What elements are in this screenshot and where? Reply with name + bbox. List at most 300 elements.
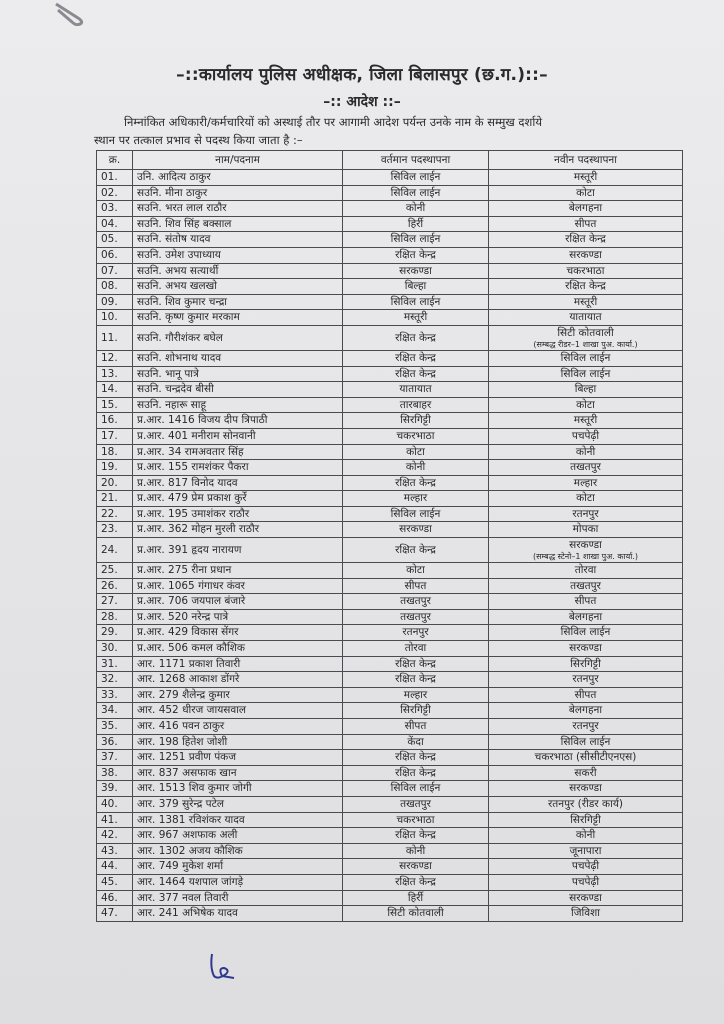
table-row bbox=[97, 750, 683, 766]
cell-current-posting-text: रक्षित केन्द्र bbox=[395, 829, 436, 842]
cell-serial-text: 26. bbox=[101, 579, 118, 592]
cell-name-text: आर. 1381 रविशंकर यादव bbox=[137, 813, 245, 826]
cell-current-posting-text: हिर्री bbox=[407, 217, 424, 230]
cell-name-text: आर. 198 हितेश जोशी bbox=[137, 735, 228, 748]
cell-current-posting-text: केंदा bbox=[407, 735, 424, 748]
cell-name bbox=[133, 719, 343, 735]
cell-new-posting-text: मस्तूरी bbox=[573, 414, 598, 427]
cell-name-text: सउनि. संतोष यादव bbox=[137, 233, 211, 246]
cell-serial-text: 41. bbox=[101, 813, 118, 826]
page-title: –::कार्यालय पुलिस अधीक्षक, जिला बिलासपुर (छ.ग.)::– bbox=[176, 65, 548, 85]
cell-new-posting-text: सिरगिट्टी bbox=[570, 813, 601, 826]
cell-name bbox=[133, 310, 343, 326]
cell-name-text: आर. 1513 शिव कुमार जोगी bbox=[137, 782, 252, 795]
cell-new-posting-text: पचपेढ़ी bbox=[571, 429, 600, 442]
cell-name bbox=[133, 765, 343, 781]
cell-serial bbox=[97, 460, 133, 476]
cell-serial-text: 05. bbox=[101, 233, 118, 246]
cell-serial-text: 27. bbox=[101, 595, 118, 608]
cell-new-posting-text: रक्षित केन्द्र bbox=[565, 233, 606, 246]
cell-name bbox=[133, 366, 343, 382]
cell-name bbox=[133, 812, 343, 828]
cell-serial bbox=[97, 563, 133, 579]
table-row bbox=[97, 734, 683, 750]
table-row bbox=[97, 382, 683, 398]
cell-name bbox=[133, 444, 343, 460]
cell-new-posting-text: बेलगहना bbox=[568, 610, 603, 623]
cell-current-posting-text: रक्षित केन्द्र bbox=[395, 673, 436, 686]
cell-current-posting bbox=[343, 279, 489, 295]
cell-new-posting bbox=[489, 294, 683, 310]
cell-serial-text: 20. bbox=[101, 476, 118, 489]
cell-name bbox=[133, 428, 343, 444]
cell-new-posting bbox=[489, 796, 683, 812]
cell-new-posting bbox=[489, 687, 683, 703]
cell-current-posting bbox=[343, 428, 489, 444]
cell-new-posting bbox=[489, 247, 683, 263]
cell-current-posting-text: रतनपुर bbox=[402, 626, 429, 639]
cell-current-posting-text: हिर्री bbox=[407, 891, 424, 904]
cell-name bbox=[133, 413, 343, 429]
cell-name-text: प्र.आर. 275 रीना प्रधान bbox=[137, 564, 232, 577]
cell-current-posting-text: चकरभाठा bbox=[396, 813, 435, 826]
cell-current-posting-text: सिटी कोतवाली bbox=[387, 907, 444, 920]
cell-current-posting-text: मस्तूरी bbox=[403, 311, 428, 324]
cell-new-posting-text: मल्हार bbox=[573, 476, 598, 489]
cell-current-posting-text: रक्षित केन्द्र bbox=[395, 766, 436, 779]
cell-new-posting bbox=[489, 859, 683, 875]
cell-current-posting-text: सिविल लाईन bbox=[390, 507, 441, 520]
cell-name-text: प्र.आर. 520 नरेन्द्र पात्रे bbox=[137, 610, 229, 623]
cell-serial-text: 12. bbox=[101, 351, 118, 364]
cell-name bbox=[133, 906, 343, 922]
cell-serial bbox=[97, 325, 133, 350]
cell-current-posting bbox=[343, 796, 489, 812]
table-row bbox=[97, 491, 683, 507]
cell-new-posting-text: रक्षित केन्द्र bbox=[565, 280, 606, 293]
cell-new-posting bbox=[489, 201, 683, 217]
cell-current-posting bbox=[343, 563, 489, 579]
cell-new-posting-text: कोनी bbox=[575, 829, 596, 842]
table-row bbox=[97, 656, 683, 672]
cell-new-posting-text: पचपेढ़ी bbox=[571, 875, 600, 888]
table-row bbox=[97, 444, 683, 460]
table-row bbox=[97, 247, 683, 263]
cell-serial-text: 14. bbox=[101, 383, 118, 396]
cell-name bbox=[133, 201, 343, 217]
cell-new-posting bbox=[489, 538, 683, 563]
cell-name-text: सउनि. अभय खलखो bbox=[137, 280, 217, 293]
cell-serial-text: 36. bbox=[101, 735, 118, 748]
cell-new-posting bbox=[489, 170, 683, 186]
table-row bbox=[97, 578, 683, 594]
cell-new-posting bbox=[489, 703, 683, 719]
cell-new-posting-text: कोटा bbox=[576, 186, 595, 199]
cell-current-posting-text: सिरगिट्टी bbox=[400, 704, 431, 717]
cell-name-text: प्र.आर. 817 विनोद यादव bbox=[137, 476, 238, 489]
cell-current-posting-text: रक्षित केन्द्र bbox=[395, 351, 436, 364]
cell-current-posting-text: रक्षित केन्द्र bbox=[395, 331, 436, 344]
cell-serial-text: 46. bbox=[101, 891, 118, 904]
cell-name bbox=[133, 843, 343, 859]
cell-new-posting bbox=[489, 460, 683, 476]
cell-name-text: सउनि. गौरीशंकर बघेल bbox=[137, 331, 223, 344]
cell-serial bbox=[97, 538, 133, 563]
cell-name bbox=[133, 460, 343, 476]
cell-current-posting-text: सिविल लाईन bbox=[390, 295, 441, 308]
cell-serial bbox=[97, 294, 133, 310]
cell-new-posting-text: सरकण्डा bbox=[569, 642, 602, 655]
cell-name-text: प्र.आर. 391 हृदय नारायण bbox=[137, 544, 242, 557]
cell-serial-text: 08. bbox=[101, 280, 118, 293]
cell-current-posting bbox=[343, 609, 489, 625]
cell-current-posting bbox=[343, 247, 489, 263]
cell-name bbox=[133, 796, 343, 812]
table-row bbox=[97, 366, 683, 382]
cell-serial-text: 15. bbox=[101, 398, 118, 411]
cell-current-posting bbox=[343, 491, 489, 507]
cell-new-posting-text: रतनपुर (रीडर कार्य) bbox=[547, 797, 624, 810]
table-row bbox=[97, 828, 683, 844]
table-row bbox=[97, 781, 683, 797]
cell-current-posting bbox=[343, 859, 489, 875]
cell-name bbox=[133, 232, 343, 248]
cell-serial-text: 24. bbox=[101, 544, 118, 557]
cell-serial-text: 47. bbox=[101, 907, 118, 920]
cell-serial-text: 16. bbox=[101, 414, 118, 427]
cell-serial bbox=[97, 428, 133, 444]
cell-new-posting-text: पचपेढ़ी bbox=[571, 860, 600, 873]
cell-current-posting bbox=[343, 170, 489, 186]
cell-name bbox=[133, 734, 343, 750]
table-row bbox=[97, 522, 683, 538]
cell-new-posting-text: चकरभाठा (सीसीटीएनएस) bbox=[534, 751, 637, 764]
order-heading: –:: आदेश ::– bbox=[323, 94, 401, 110]
cell-name-text: सउनि. चन्द्रदेव बीसी bbox=[137, 383, 214, 396]
cell-new-posting bbox=[489, 906, 683, 922]
cell-current-posting bbox=[343, 656, 489, 672]
cell-current-posting bbox=[343, 765, 489, 781]
cell-name bbox=[133, 625, 343, 641]
cell-serial-text: 35. bbox=[101, 720, 118, 732]
cell-name-text: प्र.आर. 34 रामअवतार सिंह bbox=[137, 445, 244, 458]
cell-current-posting-text: सिविल लाईन bbox=[390, 171, 441, 183]
cell-serial bbox=[97, 475, 133, 491]
cell-current-posting bbox=[343, 444, 489, 460]
cell-name-text: आर. 279 शैलेन्द्र कुमार bbox=[137, 688, 230, 701]
cell-new-posting-text: कोटा bbox=[576, 398, 595, 411]
cell-name-text: आर. 1464 यशपाल जांगड़े bbox=[137, 875, 244, 888]
table-row bbox=[97, 263, 683, 279]
cell-current-posting-text: कोनी bbox=[405, 202, 426, 215]
cell-serial bbox=[97, 185, 133, 201]
cell-new-posting-text: जिविशा bbox=[571, 907, 600, 920]
table-row bbox=[97, 216, 683, 232]
cell-name-text: प्र.आर. 429 विकास सेंगर bbox=[137, 626, 239, 639]
cell-serial bbox=[97, 413, 133, 429]
cell-current-posting bbox=[343, 594, 489, 610]
cell-serial bbox=[97, 232, 133, 248]
cell-serial-text: 29. bbox=[101, 626, 118, 639]
cell-serial bbox=[97, 750, 133, 766]
col-header-serial: क्र. bbox=[97, 151, 133, 170]
cell-current-posting-text: तोरवा bbox=[404, 642, 427, 655]
cell-new-posting bbox=[489, 750, 683, 766]
table-row bbox=[97, 201, 683, 217]
cell-serial bbox=[97, 279, 133, 295]
cell-new-posting-text: बेलगहना bbox=[568, 704, 603, 717]
table-row bbox=[97, 641, 683, 657]
cell-serial bbox=[97, 906, 133, 922]
cell-serial-text: 06. bbox=[101, 248, 118, 261]
cell-serial-text: 18. bbox=[101, 445, 118, 458]
cell-name-text: प्र.आर. 362 मोहन मुरली राठौर bbox=[137, 523, 260, 536]
cell-current-posting-text: सरकण्डा bbox=[399, 523, 432, 536]
cell-name bbox=[133, 687, 343, 703]
table-row bbox=[97, 279, 683, 295]
cell-name bbox=[133, 294, 343, 310]
cell-new-posting bbox=[489, 874, 683, 890]
cell-current-posting-text: रक्षित केन्द्र bbox=[395, 476, 436, 489]
cell-name-text: प्र.आर. 1416 विजय दीप त्रिपाठी bbox=[137, 414, 268, 427]
table-row bbox=[97, 428, 683, 444]
cell-new-posting bbox=[489, 672, 683, 688]
cell-serial-text: 01. bbox=[101, 171, 118, 183]
col-header-new-posting: नवीन पदस्थापना bbox=[489, 151, 683, 170]
table-row bbox=[97, 185, 683, 201]
cell-serial bbox=[97, 796, 133, 812]
cell-posting-note: (सम्बद्ध रीडर–1 शाखा पुअ. कार्या.) bbox=[533, 339, 638, 349]
cell-serial bbox=[97, 444, 133, 460]
table-row bbox=[97, 625, 683, 641]
cell-serial-text: 45. bbox=[101, 875, 118, 888]
cell-new-posting-text: कोनी bbox=[575, 445, 596, 458]
cell-current-posting-text: रक्षित केन्द्र bbox=[395, 544, 436, 557]
cell-current-posting-text: तखतपुर bbox=[400, 595, 431, 608]
cell-serial bbox=[97, 656, 133, 672]
cell-serial bbox=[97, 506, 133, 522]
cell-new-posting-text: बिल्हा bbox=[574, 383, 597, 396]
cell-current-posting bbox=[343, 874, 489, 890]
cell-new-posting-text: सीपत bbox=[574, 217, 597, 230]
cell-name-text: सउनि. मीना ठाकुर bbox=[137, 186, 208, 199]
cell-serial-text: 17. bbox=[101, 429, 118, 442]
cell-current-posting-text: मल्हार bbox=[403, 492, 428, 505]
cell-serial bbox=[97, 859, 133, 875]
cell-name bbox=[133, 750, 343, 766]
cell-name bbox=[133, 859, 343, 875]
cell-serial-text: 22. bbox=[101, 507, 118, 520]
cell-new-posting-text: सरकण्डा bbox=[569, 891, 602, 904]
table-row bbox=[97, 796, 683, 812]
cell-serial bbox=[97, 263, 133, 279]
cell-name bbox=[133, 890, 343, 906]
cell-serial-text: 11. bbox=[101, 331, 118, 344]
cell-new-posting bbox=[489, 366, 683, 382]
cell-name-text: सउनि. नहारू साहू bbox=[137, 398, 207, 411]
transfer-table bbox=[96, 150, 683, 922]
table-row bbox=[97, 594, 683, 610]
cell-new-posting-text: सिविल लाईन bbox=[560, 735, 611, 748]
cell-name bbox=[133, 170, 343, 186]
cell-name bbox=[133, 641, 343, 657]
cell-new-posting bbox=[489, 506, 683, 522]
cell-new-posting-text: सकरी bbox=[574, 766, 597, 779]
cell-new-posting bbox=[489, 310, 683, 326]
cell-current-posting bbox=[343, 413, 489, 429]
cell-current-posting bbox=[343, 294, 489, 310]
cell-current-posting-text: सिरगिट्टी bbox=[400, 414, 431, 427]
cell-serial-text: 10. bbox=[101, 311, 118, 324]
cell-current-posting bbox=[343, 522, 489, 538]
cell-new-posting bbox=[489, 781, 683, 797]
cell-serial-text: 42. bbox=[101, 829, 118, 842]
cell-new-posting bbox=[489, 656, 683, 672]
cell-serial bbox=[97, 641, 133, 657]
cell-new-posting-text: मस्तूरी bbox=[573, 171, 598, 183]
cell-new-posting-text: रतनपुर bbox=[572, 720, 599, 732]
table-row bbox=[97, 170, 683, 186]
cell-serial bbox=[97, 522, 133, 538]
cell-current-posting-text: चकरभाठा bbox=[396, 429, 435, 442]
cell-current-posting-text: रक्षित केन्द्र bbox=[395, 875, 436, 888]
cell-current-posting-text: रक्षित केन्द्र bbox=[395, 657, 436, 670]
table-row bbox=[97, 859, 683, 875]
cell-serial-text: 30. bbox=[101, 642, 118, 655]
table-row bbox=[97, 538, 683, 563]
cell-new-posting bbox=[489, 350, 683, 366]
cell-name-text: सउनि. भानू पात्रे bbox=[137, 367, 199, 380]
cell-serial-text: 23. bbox=[101, 523, 118, 536]
cell-current-posting-text: सरकण्डा bbox=[399, 264, 432, 277]
cell-name-text: आर. 416 पवन ठाकुर bbox=[137, 720, 225, 732]
cell-serial bbox=[97, 625, 133, 641]
cell-serial bbox=[97, 216, 133, 232]
cell-posting-note: (सम्बद्ध स्टेनो–1 शाखा पुअ. कार्या.) bbox=[533, 552, 638, 562]
cell-name bbox=[133, 828, 343, 844]
cell-current-posting-text: बिल्हा bbox=[404, 280, 427, 293]
cell-current-posting-text: कोटा bbox=[406, 445, 425, 458]
cell-new-posting-text: मस्तूरी bbox=[573, 295, 598, 308]
cell-current-posting bbox=[343, 310, 489, 326]
cell-serial bbox=[97, 247, 133, 263]
cell-serial bbox=[97, 765, 133, 781]
cell-name-text: प्र.आर. 506 कमल कौशिक bbox=[137, 642, 245, 655]
cell-name bbox=[133, 263, 343, 279]
table-row bbox=[97, 719, 683, 735]
cell-name bbox=[133, 216, 343, 232]
cell-current-posting bbox=[343, 578, 489, 594]
cell-new-posting bbox=[489, 734, 683, 750]
cell-name bbox=[133, 475, 343, 491]
cell-serial bbox=[97, 594, 133, 610]
cell-new-posting bbox=[489, 609, 683, 625]
cell-current-posting bbox=[343, 906, 489, 922]
cell-serial bbox=[97, 703, 133, 719]
table-row bbox=[97, 874, 683, 890]
cell-name bbox=[133, 656, 343, 672]
cell-serial bbox=[97, 890, 133, 906]
cell-current-posting-text: तारबाहर bbox=[399, 398, 432, 411]
cell-serial bbox=[97, 687, 133, 703]
cell-name bbox=[133, 350, 343, 366]
cell-name bbox=[133, 703, 343, 719]
cell-new-posting bbox=[489, 475, 683, 491]
cell-new-posting bbox=[489, 428, 683, 444]
cell-current-posting bbox=[343, 843, 489, 859]
cell-new-posting-text: सिविल लाईन bbox=[560, 351, 611, 364]
cell-serial-text: 21. bbox=[101, 492, 118, 505]
cell-current-posting bbox=[343, 812, 489, 828]
cell-current-posting bbox=[343, 538, 489, 563]
cell-name bbox=[133, 247, 343, 263]
cell-name bbox=[133, 609, 343, 625]
cell-current-posting bbox=[343, 325, 489, 350]
cell-serial bbox=[97, 843, 133, 859]
cell-new-posting-text: सरकण्डा bbox=[569, 782, 602, 795]
cell-current-posting bbox=[343, 703, 489, 719]
cell-name-text: सउनि. कृष्ण कुमार मरकाम bbox=[137, 311, 240, 324]
cell-new-posting-text: सिटी कोतवाली bbox=[557, 326, 614, 339]
cell-new-posting-text: तोरवा bbox=[574, 564, 597, 577]
cell-serial-text: 40. bbox=[101, 797, 118, 810]
cell-current-posting bbox=[343, 216, 489, 232]
cell-current-posting-text: तखतपुर bbox=[400, 797, 431, 810]
cell-new-posting bbox=[489, 641, 683, 657]
cell-current-posting-text: कोनी bbox=[405, 844, 426, 857]
cell-name bbox=[133, 672, 343, 688]
cell-name-text: आर. 749 मुकेश शर्मा bbox=[137, 860, 224, 873]
cell-current-posting-text: सरकण्डा bbox=[399, 860, 432, 873]
cell-name-text: प्र.आर. 401 मनीराम सोनवानी bbox=[137, 429, 256, 442]
cell-new-posting-text: मोपका bbox=[572, 523, 599, 536]
cell-serial-text: 34. bbox=[101, 704, 118, 717]
cell-name bbox=[133, 563, 343, 579]
cell-current-posting bbox=[343, 201, 489, 217]
cell-serial-text: 43. bbox=[101, 844, 118, 857]
cell-current-posting bbox=[343, 475, 489, 491]
cell-new-posting-text: चकरभाठा bbox=[566, 264, 605, 277]
cell-name bbox=[133, 578, 343, 594]
cell-serial-text: 07. bbox=[101, 264, 118, 277]
cell-name-text: सउनि. शिव कुमार चन्द्रा bbox=[137, 295, 228, 308]
cell-serial-text: 39. bbox=[101, 782, 118, 795]
cell-name bbox=[133, 874, 343, 890]
cell-name-text: सउनि. भरत लाल राठौर bbox=[137, 202, 227, 215]
cell-serial-text: 37. bbox=[101, 751, 118, 764]
table-row bbox=[97, 765, 683, 781]
table-row bbox=[97, 232, 683, 248]
cell-new-posting-text: कोटा bbox=[576, 492, 595, 505]
cell-new-posting bbox=[489, 216, 683, 232]
cell-name-text: आर. 1251 प्रवीण पंकज bbox=[137, 751, 237, 764]
cell-serial bbox=[97, 781, 133, 797]
cell-new-posting bbox=[489, 625, 683, 641]
cell-name-text: सउनि. शोभनाथ यादव bbox=[137, 351, 222, 364]
cell-current-posting-text: तखतपुर bbox=[400, 610, 431, 623]
cell-new-posting-text: तखतपुर bbox=[570, 579, 601, 592]
cell-new-posting-text: बेलगहना bbox=[568, 202, 603, 215]
cell-current-posting bbox=[343, 232, 489, 248]
table-row bbox=[97, 475, 683, 491]
cell-serial bbox=[97, 310, 133, 326]
cell-name-text: आर. 1302 अजय कौशिक bbox=[137, 844, 243, 857]
cell-current-posting-text: रक्षित केन्द्र bbox=[395, 751, 436, 764]
cell-serial bbox=[97, 812, 133, 828]
col-header-name: नाम/पदनाम bbox=[133, 151, 343, 170]
cell-name-text: आर. 452 धीरज जायसवाल bbox=[137, 704, 247, 717]
cell-name-text: उनि. आदित्य ठाकुर bbox=[137, 171, 211, 183]
